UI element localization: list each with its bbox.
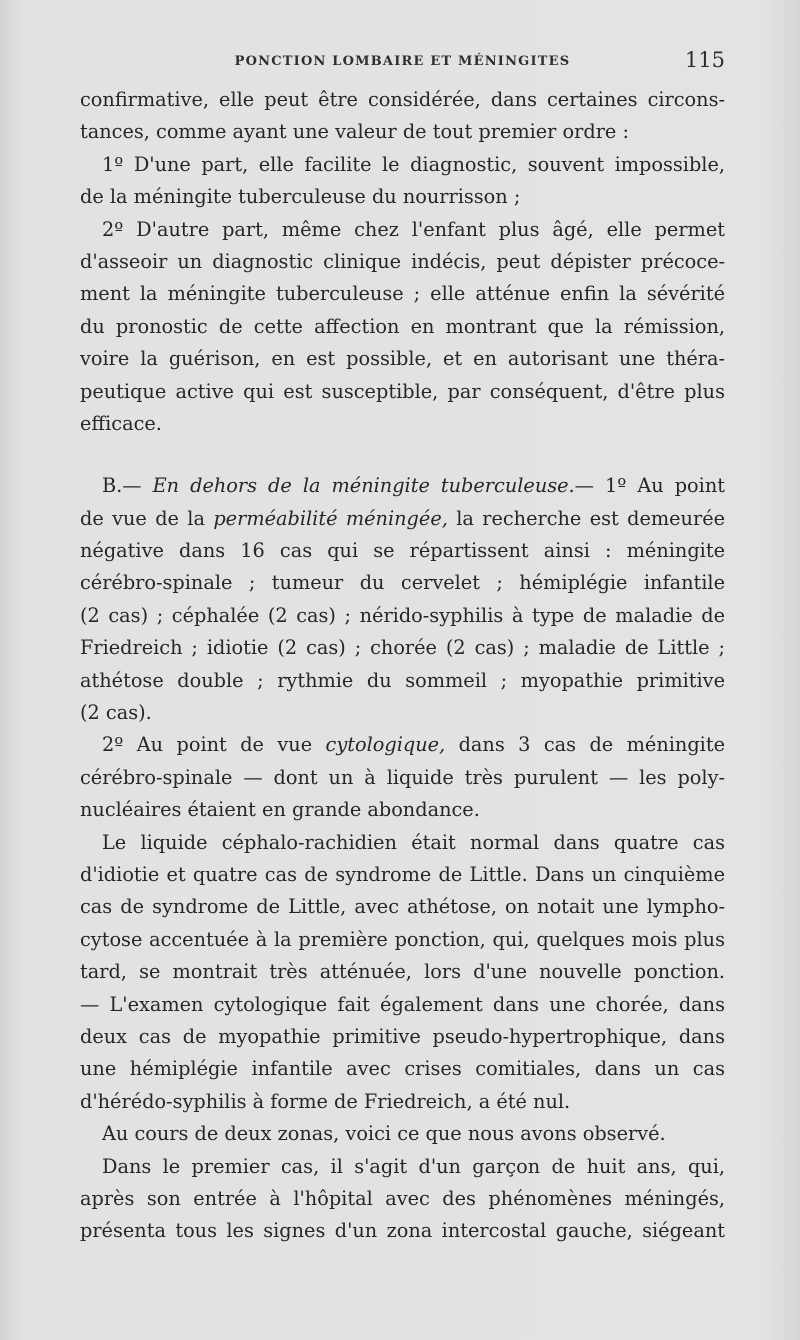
text-line: cas de syndrome de Little, avec athétose, on notait une lympho- <box>80 895 725 919</box>
section-letter: B.— <box>102 474 153 498</box>
text-line: cérébro-spinale ; tumeur du cervelet ; hémiplégie infantile <box>80 571 725 595</box>
section-title: En dehors de la méningite tuberculeuse. <box>152 474 575 498</box>
text-line: (2 cas) ; céphalée (2 cas) ; nérido-syphilis à type de maladie de <box>80 603 725 627</box>
text-line: — L'examen cytologique fait également dans une chorée, dans <box>80 992 725 1016</box>
italic-term: cytologique, <box>325 733 446 757</box>
text-line: peutique active qui est susceptible, par conséquent, d'être plus <box>80 379 725 403</box>
text-line: confirmative, elle peut être considérée, dans certaines circons- <box>80 88 725 111</box>
italic-term: perméabilité méningée, <box>213 506 448 530</box>
page-header <box>80 48 725 78</box>
text-line: Dans le premier cas, il s'agit d'un garçon de huit ans, qui, <box>102 1154 725 1178</box>
text-line: d'hérédo-syphilis à forme de Friedreich, a été nul. <box>80 1089 571 1113</box>
text-span: la recherche est demeurée <box>447 506 725 530</box>
text-line: efficace. <box>80 411 162 435</box>
text-line: de la méningite tuberculeuse du nourrisson ; <box>80 185 521 209</box>
page-number: 115 <box>684 48 725 72</box>
text-line: ment la méningite tuberculeuse ; elle atténue enfin la sévérité <box>80 282 725 306</box>
text-line: après son entrée à l'hôpital avec des phénomènes méningés, <box>80 1186 725 1210</box>
paragraph-gap <box>80 440 725 470</box>
text-line: Au cours de deux zonas, voici ce que nous avons observé. <box>102 1122 666 1146</box>
text-line: (2 cas). <box>80 701 152 725</box>
text-line: tard, se montrait très atténuée, lors d'une nouvelle ponction. <box>80 960 725 984</box>
text-line: une hémiplégie infantile avec crises comitiales, dans un cas <box>80 1057 725 1081</box>
text-line: voire la guérison, en est possible, et en autorisant une théra- <box>80 347 725 371</box>
text-line <box>80 503 725 535</box>
text-line: du pronostic de cette affection en montrant que la rémission, <box>80 314 725 338</box>
text-line: Le liquide céphalo-rachidien était normal dans quatre cas <box>102 830 725 854</box>
text-span: de vue de la <box>80 506 214 530</box>
text-span: — 1º Au point <box>574 474 725 498</box>
body-text <box>80 84 725 1248</box>
text-line: tances, comme ayant une valeur de tout premier ordre : <box>80 120 629 144</box>
text-line: négative dans 16 cas qui se répartissent ainsi : méningite <box>80 539 725 563</box>
section-heading-line <box>80 470 725 502</box>
text-line: athétose double ; rythmie du sommeil ; myopathie primitive <box>80 668 725 692</box>
text-line: cérébro-spinale — dont un à liquide très purulent — les poly- <box>80 765 725 789</box>
text-span: dans 3 cas de méningite <box>445 733 725 757</box>
text-line: 1º D'une part, elle facilite le diagnostic, souvent impossible, <box>102 152 725 176</box>
text-line: deux cas de myopathie primitive pseudo-hypertrophique, dans <box>80 1024 725 1048</box>
text-line: 2º D'autre part, même chez l'enfant plus âgé, elle permet <box>102 217 725 241</box>
text-line: Friedreich ; idiotie (2 cas) ; chorée (2 cas) ; maladie de Little ; <box>80 636 725 660</box>
text-line: d'idiotie et quatre cas de syndrome de Little. Dans un cinquième <box>80 862 725 886</box>
text-line <box>80 729 725 761</box>
text-line: d'asseoir un diagnostic clinique indécis, peut dépister précoce- <box>80 249 725 273</box>
text-line: cytose accentuée à la première ponction, qui, quelques mois plus <box>80 927 725 951</box>
text-line: présenta tous les signes d'un zona intercostal gauche, siégeant <box>80 1219 725 1243</box>
running-head: PONCTION LOMBAIRE ET MÉNINGITES <box>234 54 571 69</box>
text-line: nucléaires étaient en grande abondance. <box>80 798 480 822</box>
text-span: 2º Au point de vue <box>102 733 326 757</box>
